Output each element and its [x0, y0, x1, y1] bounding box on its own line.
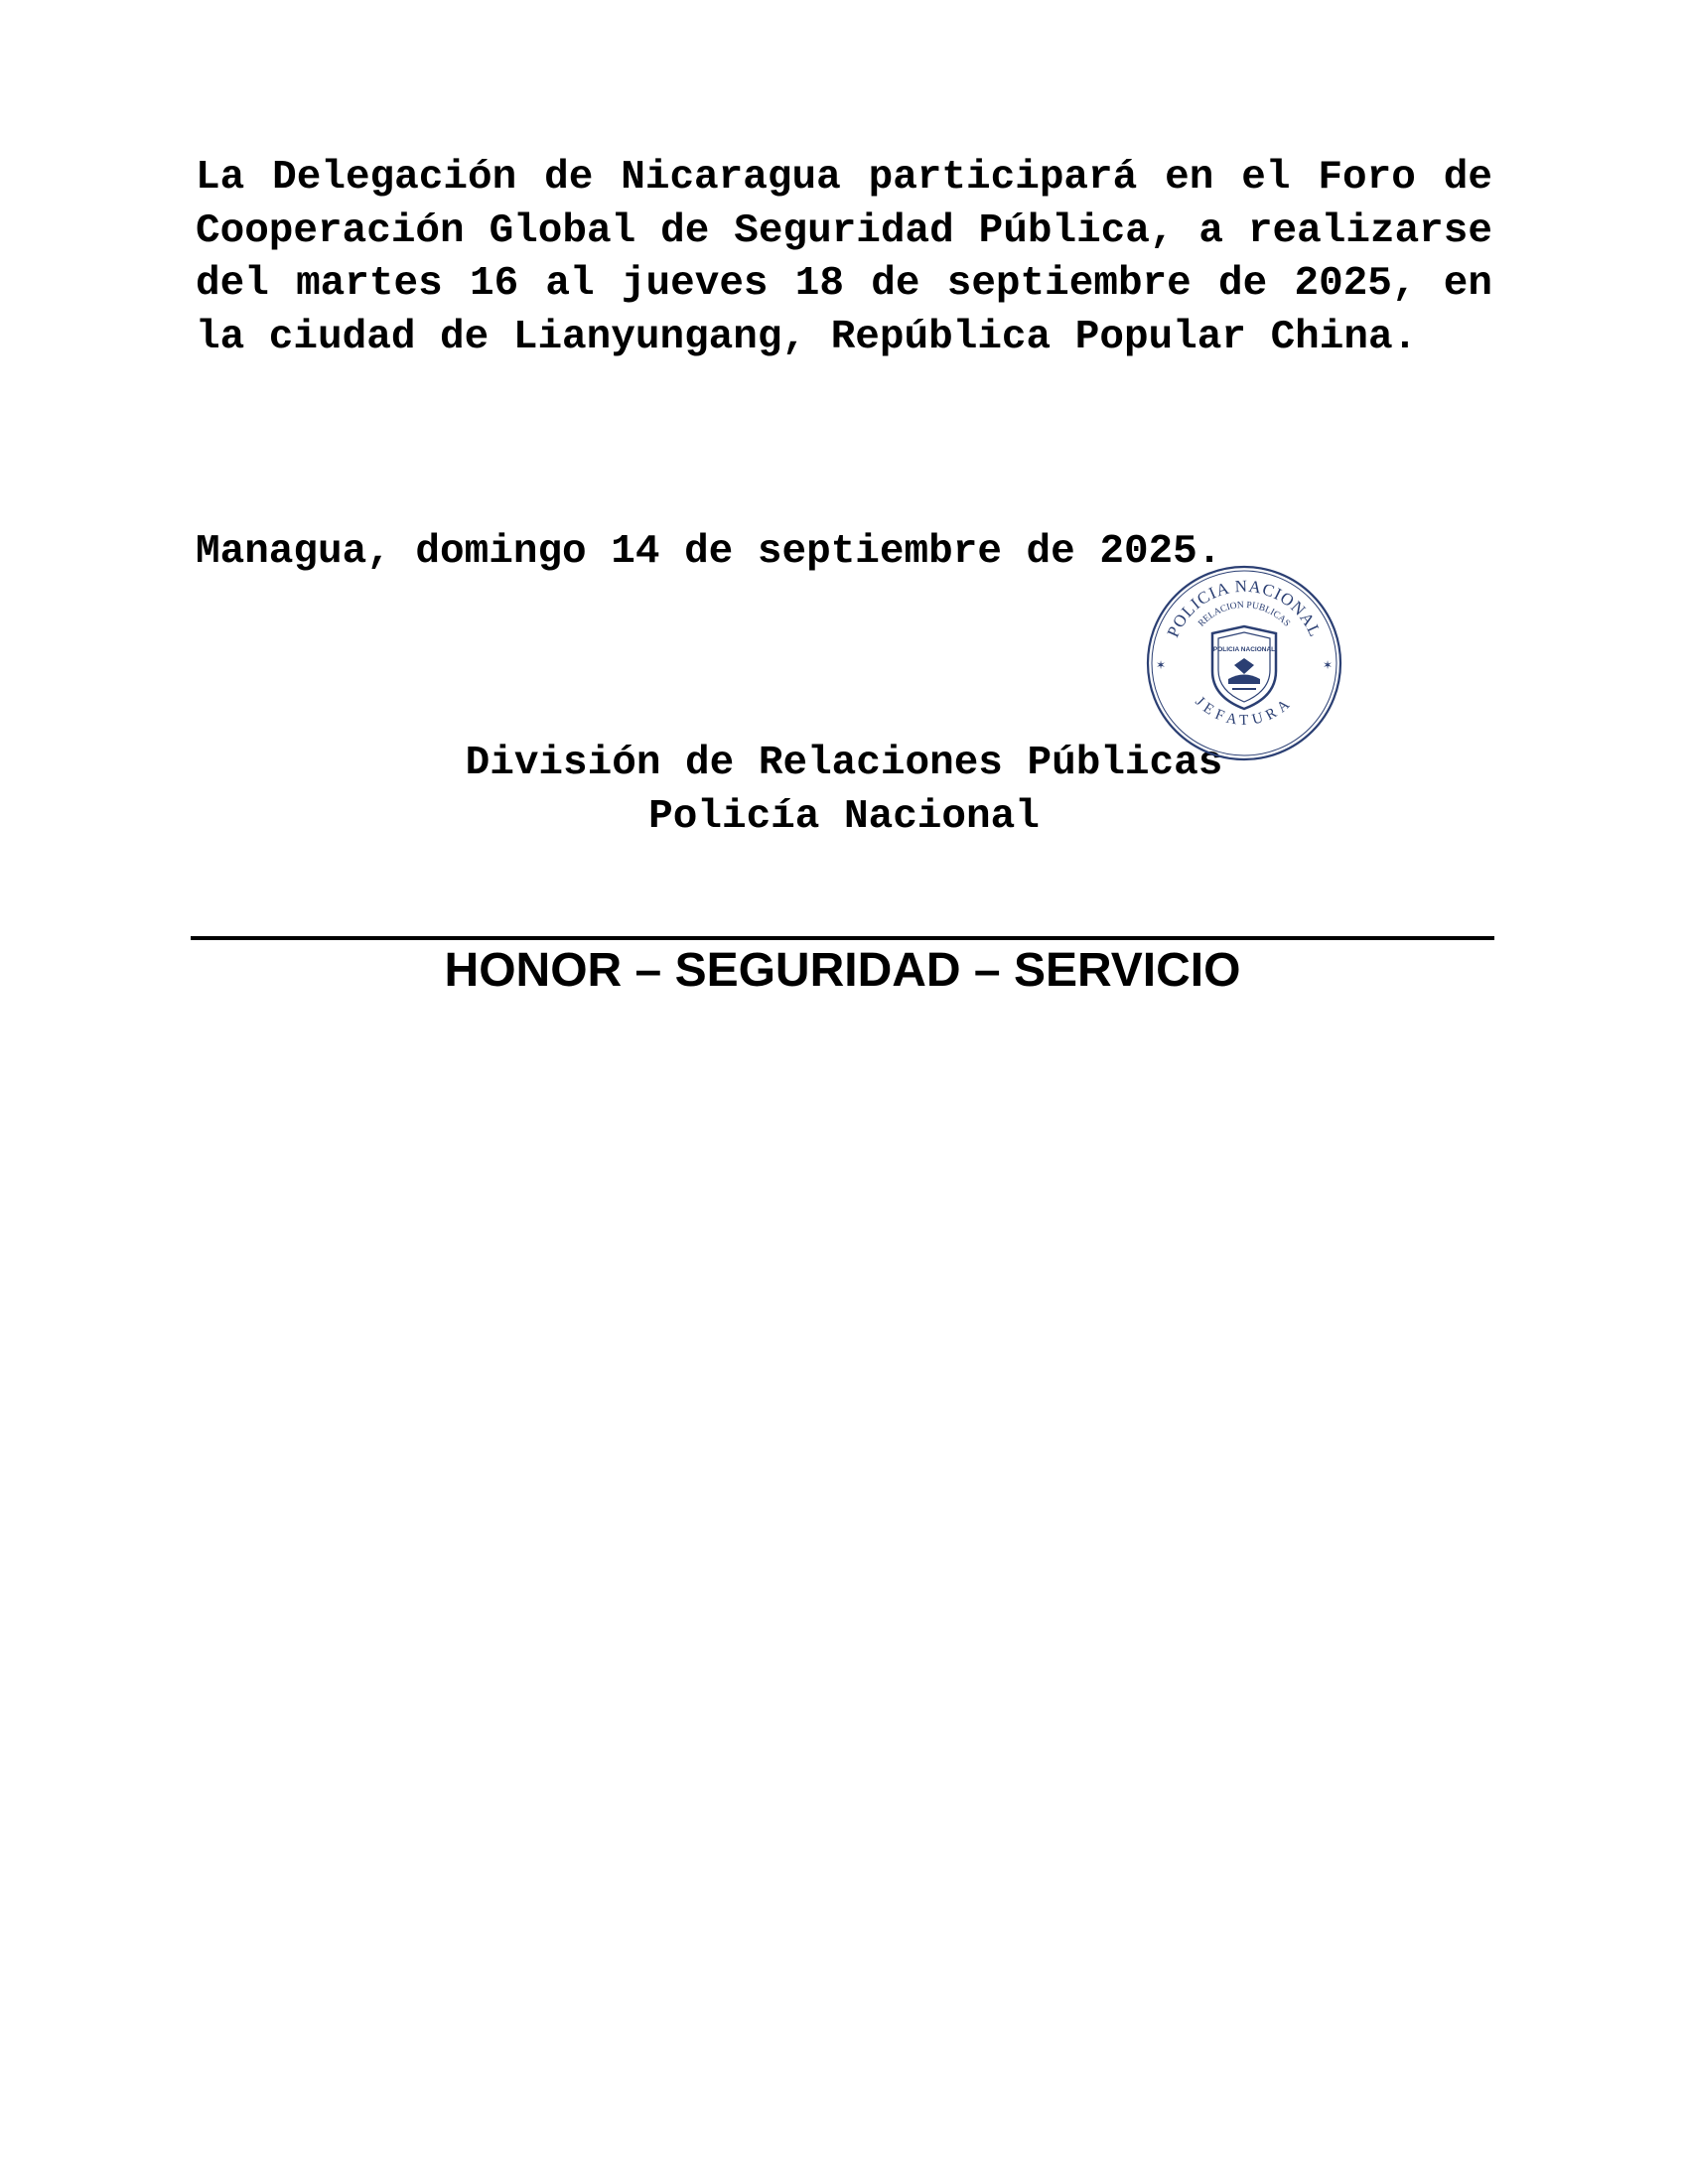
police-shield-icon: [1212, 626, 1276, 709]
signature-institution: Policía Nacional: [648, 793, 1040, 840]
seal-right-star-icon: ✶: [1322, 658, 1334, 672]
dateline: Managua, domingo 14 de septiembre de 2025.: [196, 529, 1222, 575]
motto: HONOR – SEGURIDAD – SERVICIO: [444, 944, 1241, 997]
seal-bottom-text: JEFATURA: [1192, 693, 1297, 730]
signature-division: División de Relaciones Públicas: [465, 741, 1223, 786]
horizontal-rule: [191, 936, 1494, 940]
police-seal-stamp: [1145, 564, 1343, 762]
announcement-paragraph: La Delegación de Nicaragua participará en el Foro de Cooperación Global de Seguridad Pública, a realizarse del martes 16 al jueves 18 de septiembre de 2025, en la ciudad de Lianyungang, República Popular China.: [196, 155, 1492, 360]
svg-text:POLICIA NACIONAL: POLICIA NACIONAL: [1212, 646, 1276, 653]
seal-top-text: POLICIA NACIONAL: [1163, 576, 1326, 640]
seal-middle-text: RELACION PUBLICAS: [1196, 600, 1292, 629]
seal-left-star-icon: ✶: [1155, 658, 1167, 672]
